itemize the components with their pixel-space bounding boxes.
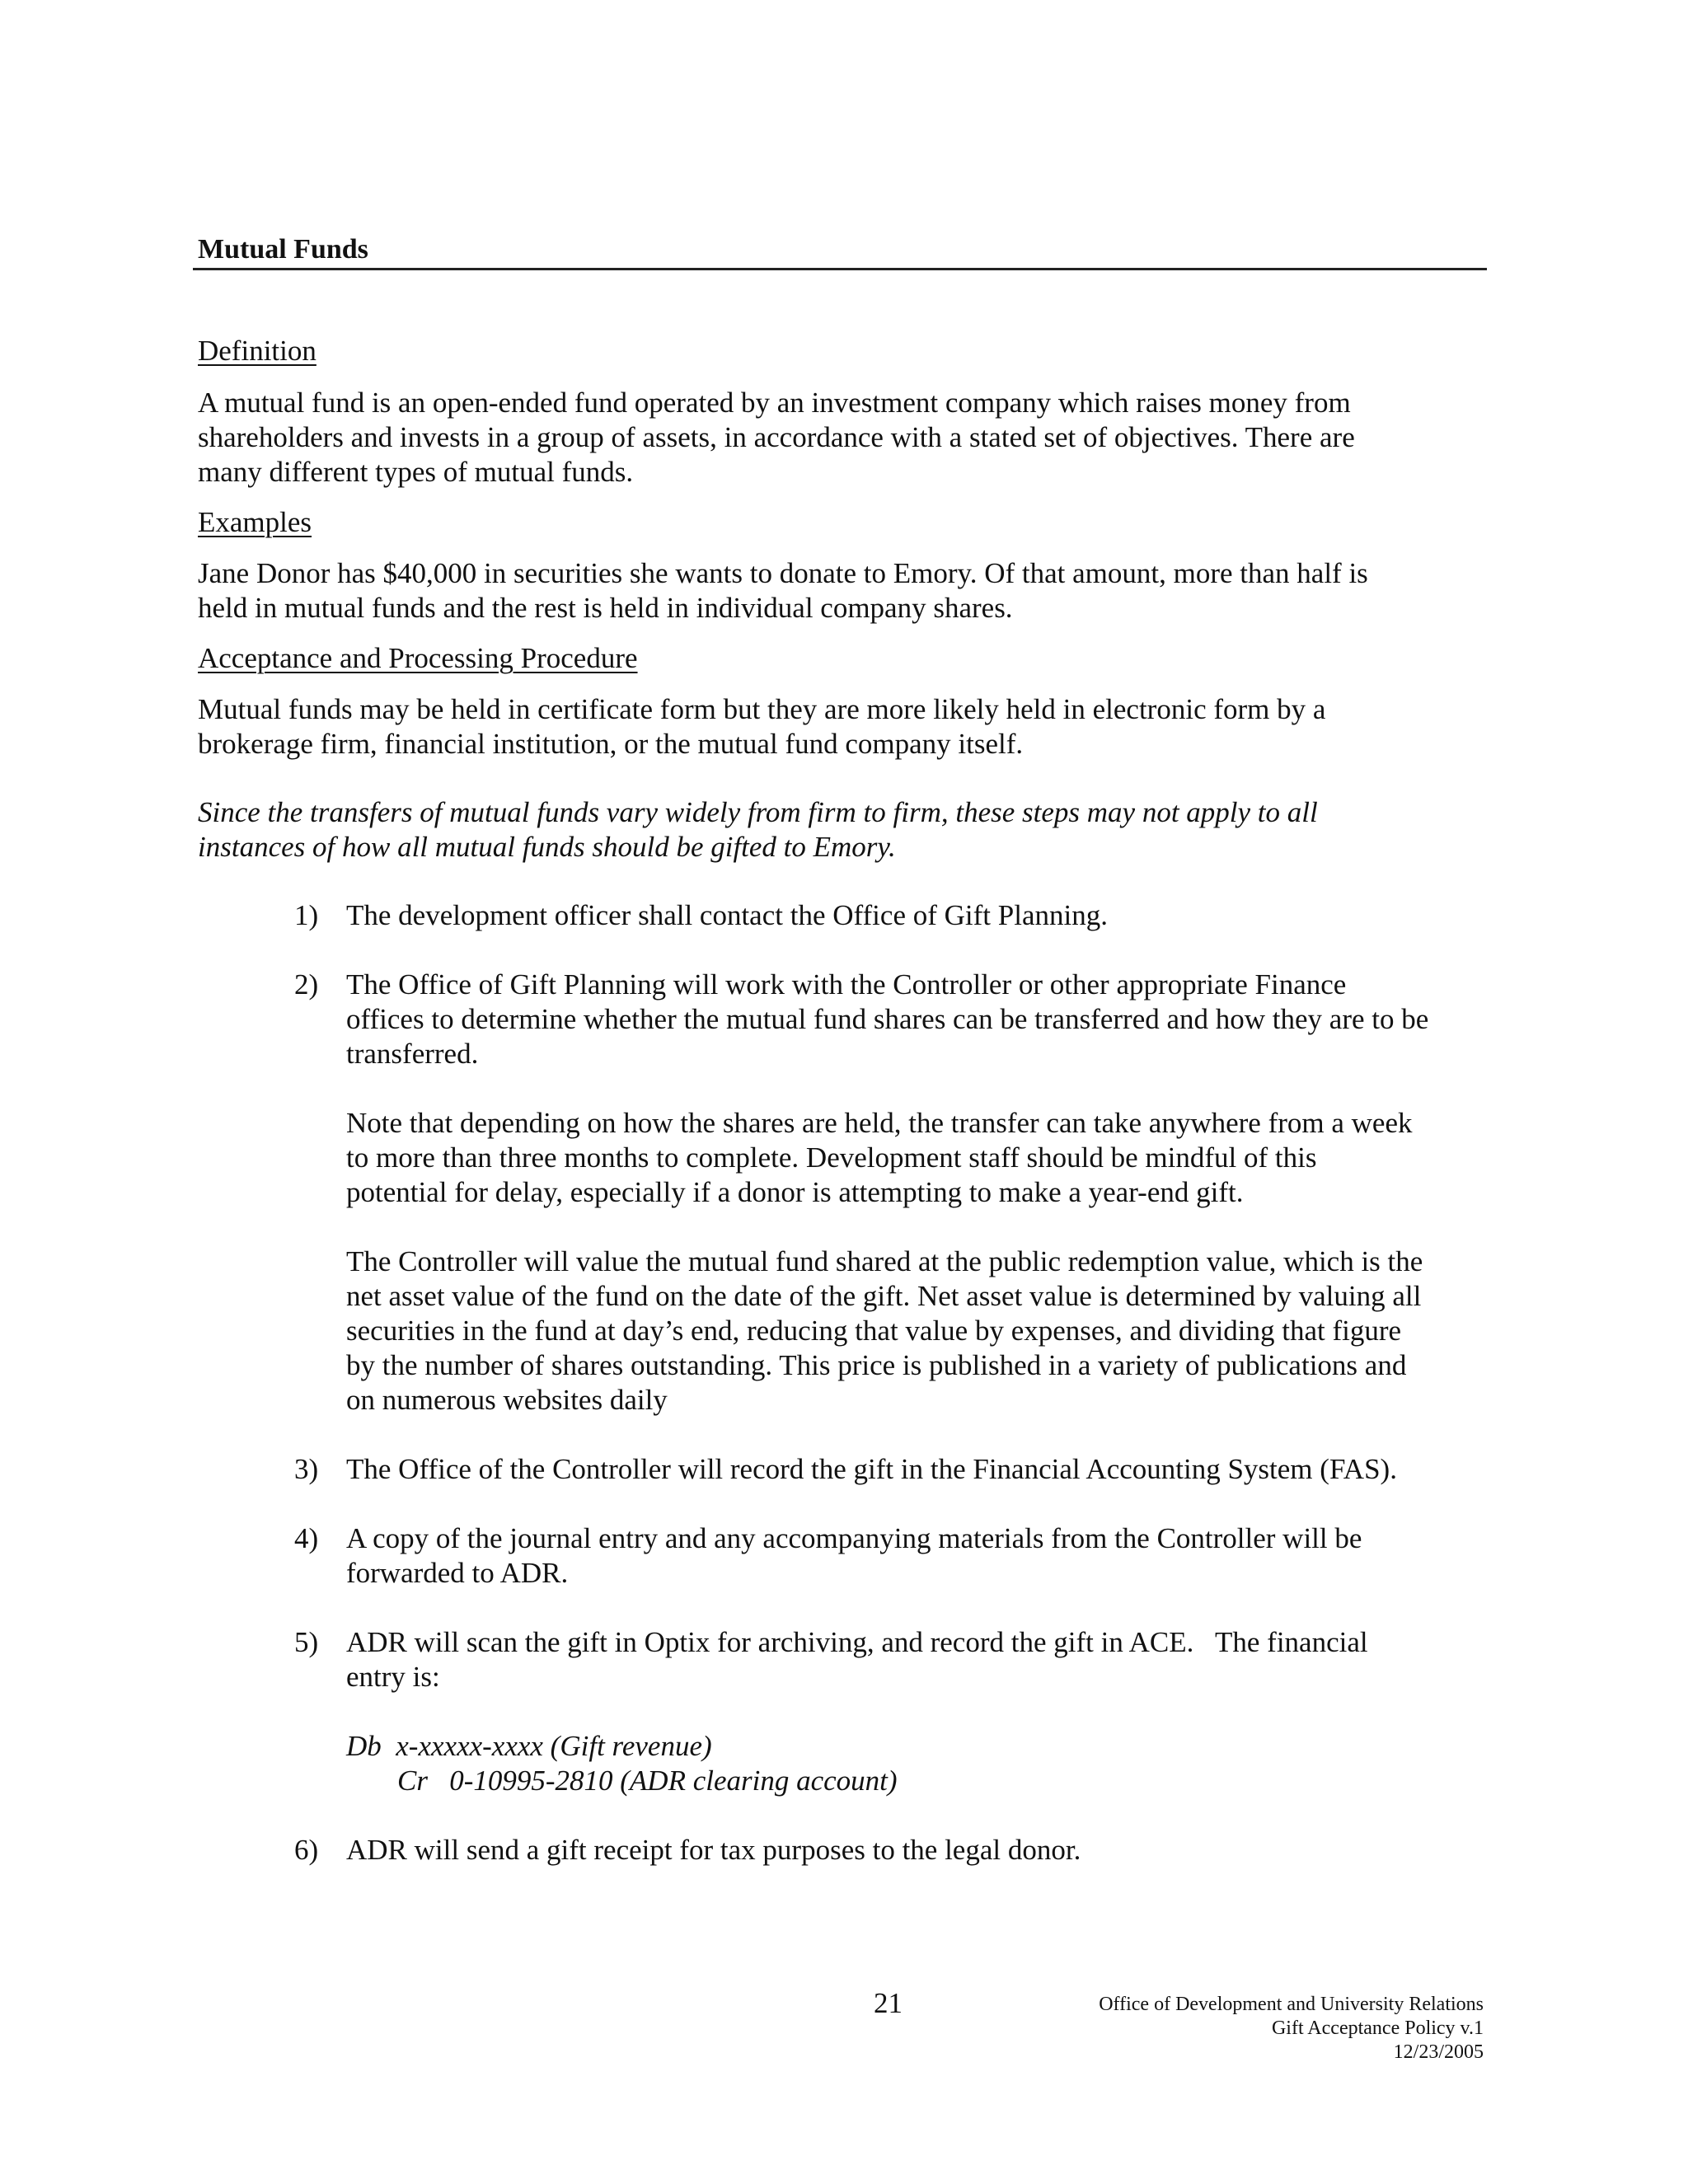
procedure-line: brokerage firm, financial institution, or the mutual fund company itself. (198, 728, 1024, 760)
step-text: ADR will send a gift receipt for tax purposes to the legal donor. (346, 1834, 1081, 1866)
procedure-note-line: Since the transfers of mutual funds vary widely from firm to firm, these steps may not apply to all (198, 796, 1318, 828)
step-number: 3) (294, 1453, 319, 1485)
step-text: A copy of the journal entry and any accompanying materials from the Controller will be (346, 1522, 1362, 1554)
step-number: 2) (294, 968, 319, 1001)
page-number: 21 (874, 1987, 903, 2019)
step-valuation-line: on numerous websites daily (346, 1384, 668, 1416)
section-title: Mutual Funds (198, 234, 368, 265)
step-valuation-line: net asset value of the fund on the date of the gift. Net asset value is determined by valuing all (346, 1280, 1422, 1312)
step-text: The Office of Gift Planning will work with the Controller or other appropriate Finance (346, 968, 1347, 1001)
procedure-note-line: instances of how all mutual funds should be gifted to Emory. (198, 831, 896, 863)
step-number: 6) (294, 1834, 319, 1866)
step-number: 1) (294, 899, 319, 931)
step-valuation-line: The Controller will value the mutual fund shared at the public redemption value, which is the (346, 1245, 1423, 1277)
step-valuation-line: by the number of shares outstanding. This price is published in a variety of publications and (346, 1349, 1407, 1381)
definition-heading: Definition (198, 335, 316, 367)
definition-line: A mutual fund is an open-ended fund operated by an investment company which raises money from (198, 387, 1351, 419)
title-divider (193, 268, 1487, 270)
step-text: ADR will scan the gift in Optix for archiving, and record the gift in ACE. The financial (346, 1626, 1368, 1658)
examples-heading: Examples (198, 506, 312, 538)
step-text: The Office of the Controller will record the gift in the Financial Accounting System (FAS). (346, 1453, 1397, 1485)
step-text: The development officer shall contact the Office of Gift Planning. (346, 899, 1108, 931)
examples-line: held in mutual funds and the rest is held in individual company shares. (198, 592, 1013, 624)
step-number: 4) (294, 1522, 319, 1554)
procedure-line: Mutual funds may be held in certificate form but they are more likely held in electronic form by a (198, 693, 1326, 725)
definition-line: shareholders and invests in a group of assets, in accordance with a stated set of objectives. There are (198, 421, 1355, 453)
footer-date: 12/23/2005 (1393, 2041, 1484, 2063)
step-note-line: potential for delay, especially if a donor is attempting to make a year-end gift. (346, 1176, 1244, 1208)
step-number: 5) (294, 1626, 319, 1658)
step-text: offices to determine whether the mutual fund shares can be transferred and how they are to be (346, 1003, 1429, 1035)
footer-office: Office of Development and University Relations (1099, 1994, 1484, 2015)
footer-policy-version: Gift Acceptance Policy v.1 (1271, 2018, 1484, 2039)
journal-debit-entry: Db x-xxxxx-xxxx (Gift revenue) (346, 1730, 712, 1762)
document-footer (1099, 1993, 1484, 2064)
step-text: transferred. (346, 1038, 479, 1070)
step-text: forwarded to ADR. (346, 1557, 569, 1589)
step-note-line: Note that depending on how the shares are held, the transfer can take anywhere from a week (346, 1107, 1413, 1139)
procedure-heading: Acceptance and Processing Procedure (198, 642, 638, 674)
step-note-line: to more than three months to complete. Development staff should be mindful of this (346, 1141, 1317, 1174)
step-text: entry is: (346, 1661, 440, 1693)
definition-line: many different types of mutual funds. (198, 456, 634, 488)
journal-credit-entry: Cr 0-10995-2810 (ADR clearing account) (397, 1765, 898, 1797)
examples-line: Jane Donor has $40,000 in securities she wants to donate to Emory. Of that amount, more than half is (198, 557, 1368, 589)
step-valuation-line: securities in the fund at day’s end, reducing that value by expenses, and dividing that figure (346, 1315, 1402, 1347)
